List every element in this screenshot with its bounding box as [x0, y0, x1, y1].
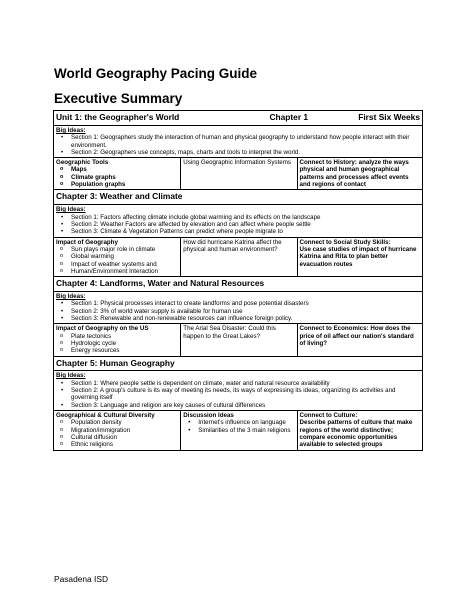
connect-heading: Connect to Social Study Skills: [299, 238, 391, 246]
list-item: o Impact of weather systems and [56, 261, 178, 268]
big-ideas-label: Big Ideas: [56, 206, 86, 214]
unit1-big-ideas-row [54, 125, 423, 157]
unit1-header-row [54, 111, 423, 126]
list-item: o Maps [56, 166, 178, 173]
connect-cell: Connect to Economics: How does the price of oil affect our nation's standard of living? [297, 324, 422, 356]
big-idea: • Section 1: Geographers study the interaction of human and physical geography to understand how people interact with their environment. [56, 134, 420, 149]
list-item: o Cultural diffusion [56, 434, 178, 441]
big-idea: • Section 1: Physical processes interact to create landforms and pose potential disasters [56, 300, 420, 307]
big-idea: • Section 3: Language and religion are key causes of cultural differences [56, 402, 420, 409]
big-idea: • Section 3: Climate & Vegetation Patterns can predict where people migrate to [56, 228, 420, 235]
footer-text: Pasadena ISD [54, 574, 109, 584]
big-idea: • Section 2: Geographers use concepts, maps, charts and tools to interpret the world. [56, 149, 420, 156]
connect-heading: Connect to Culture: [299, 412, 358, 419]
period-label: First Six Weeks [358, 112, 420, 122]
chapter-label: Chapter 1 [269, 112, 309, 122]
activity-cell: Using Geographic Information Systems [181, 158, 297, 190]
list-item: o Plate tectonics [56, 333, 178, 340]
activity-cell: The Arial Sea Disaster: Could this happen to the Great Lakes? [181, 324, 297, 356]
col-heading: Geographical & Cultural Diversity [56, 412, 155, 419]
big-ideas-label: Big Ideas: [56, 126, 86, 134]
list-item: o Energy resources [56, 347, 178, 354]
page-subtitle: Executive Summary [54, 91, 183, 106]
connect-cell: Use case studies of impact of hurricane Katrina and Rita to plan better evacuation routes [299, 245, 417, 268]
col-heading: Discussion Ideas [183, 412, 234, 419]
big-idea: • Section 2: Weather Factors are affected by elevation and can affect where people settle [56, 221, 420, 228]
connect-cell: Connect to History: analyze the ways physical and human geographical patterns and processes affect events and regions of contact [297, 158, 422, 190]
col-heading: Impact of Geography on the US [56, 325, 149, 333]
list-item: o Sun plays major role in climate [56, 246, 178, 253]
unit1-detail-row [54, 158, 423, 190]
list-item: o Hydrologic cycle [56, 340, 178, 347]
big-idea: • Section 2: 3% of world water supply is available for human use [56, 308, 420, 315]
list-item: o Human/Environment Interaction [56, 268, 178, 275]
big-ideas-label: Big Ideas: [56, 293, 86, 301]
col-heading: Impact of Geography [56, 238, 118, 246]
list-item: o Global warming [56, 253, 178, 260]
list-item: o Population density [56, 419, 178, 426]
chapter-heading: Chapter 3: Weather and Climate [54, 190, 423, 205]
big-idea: • Section 1: Where people settle is dependent on climate, water and natural resource availability [56, 380, 420, 387]
list-item: o Migration/immigration [56, 427, 178, 434]
col-heading: Geographic Tools [56, 159, 109, 167]
list-item: • Similarities of the 3 main religions [183, 427, 294, 434]
connect-cell: Describe patterns of culture that make regions of the world distinctive; compare economic opportunities available to selected groups [299, 419, 413, 449]
unit-title: Unit 1: the Geographer's World [56, 112, 180, 122]
chapter-heading: Chapter 4: Landforms, Water and Natural Resources [54, 277, 423, 292]
chapter-heading: Chapter 5: Human Geography [54, 356, 423, 371]
activity-cell: How did hurricane Katrina affect the physical and human environment? [181, 237, 297, 277]
big-idea: • Section 1: Factors affecting climate include global warming and its effects on the landscape [56, 214, 420, 221]
page-title: World Geography Pacing Guide [54, 66, 258, 81]
big-idea: • Section 2: A group's culture is its way of meeting its needs, its ways of expressing its ideas, organizing its activities and governing itself [56, 387, 420, 402]
list-item: o Climate graphs [56, 174, 178, 181]
pacing-guide-table [53, 110, 423, 451]
list-item: o Population graphs [56, 181, 178, 188]
big-ideas-label: Big Ideas: [56, 372, 86, 380]
big-idea: • Section 3: Renewable and non-renewable resources can influence foreign policy. [56, 315, 420, 322]
list-item: o Ethnic religions [56, 441, 178, 448]
list-item: • Internet's influence on language [183, 419, 294, 426]
